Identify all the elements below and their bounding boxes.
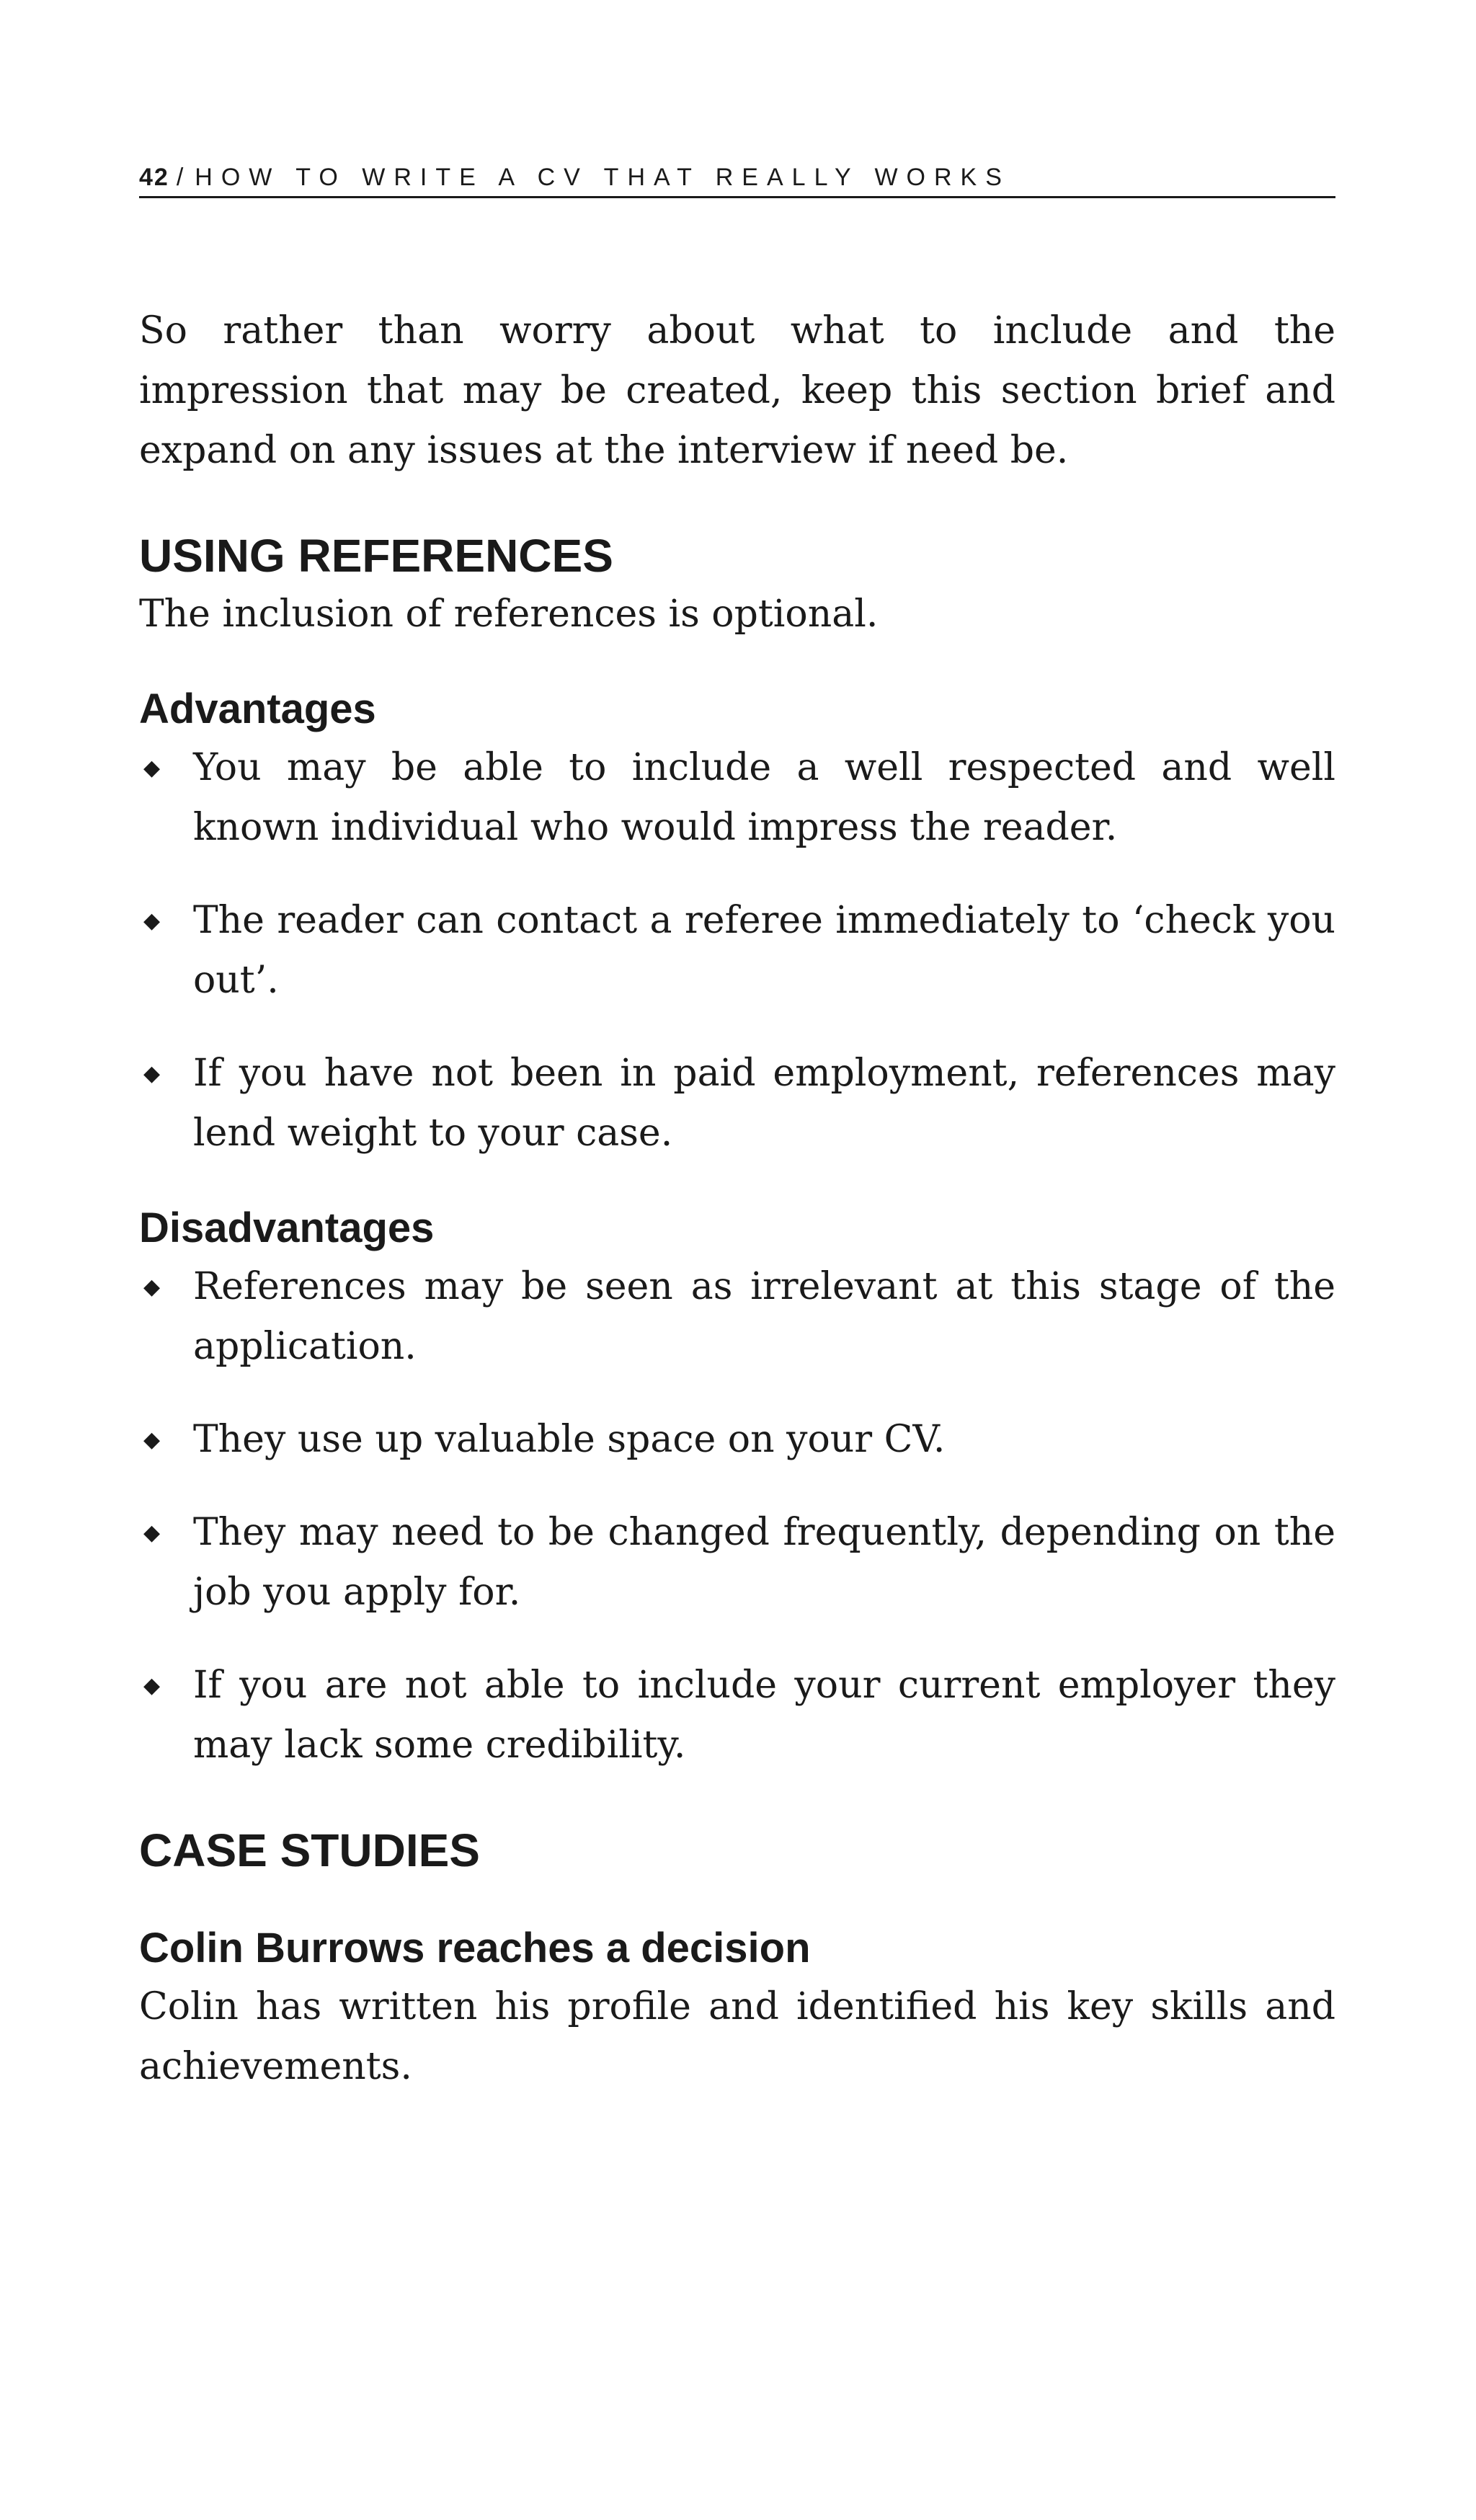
diamond-bullet-icon: ◆	[143, 755, 161, 781]
book-title: HOW TO WRITE A CV THAT REALLY WORKS	[195, 164, 1010, 191]
list-item-text: They may need to be changed frequently, depending on the job you apply for.	[193, 1511, 1335, 1614]
list-item	[139, 1257, 1335, 1377]
diamond-bullet-icon: ◆	[143, 908, 161, 933]
running-header	[139, 160, 1335, 198]
list-item	[139, 1410, 1335, 1470]
list-item-text: The reader can contact a referee immediately to ‘check you out’.	[193, 899, 1335, 1002]
advantages-list	[139, 738, 1335, 1163]
list-item	[139, 738, 1335, 858]
list-item-text: References may be seen as irrelevant at this stage of the application.	[193, 1265, 1335, 1368]
disadvantages-list	[139, 1257, 1335, 1775]
diamond-bullet-icon: ◆	[143, 1520, 161, 1545]
diamond-bullet-icon: ◆	[143, 1427, 161, 1452]
list-item	[139, 1503, 1335, 1623]
references-intro: The inclusion of references is optional.	[139, 593, 879, 636]
list-item	[139, 1044, 1335, 1163]
header-separator: /	[176, 164, 192, 191]
page-body	[139, 301, 1335, 2097]
case-study-paragraph: Colin has written his profile and identified his key skills and achievements.	[139, 1985, 1335, 2088]
list-item-text: You may be able to include a well respected and well known individual who would impress the reader.	[193, 746, 1335, 849]
list-item-text: They use up valuable space on your CV.	[193, 1418, 946, 1461]
subheading-advantages: Advantages	[139, 686, 376, 732]
list-item	[139, 1656, 1335, 1775]
section-heading-using-references: USING REFERENCES	[139, 530, 613, 582]
subheading-disadvantages: Disadvantages	[139, 1204, 435, 1251]
diamond-bullet-icon: ◆	[143, 1673, 161, 1698]
list-item-text: If you have not been in paid employment, references may lend weight to your case.	[193, 1052, 1335, 1155]
intro-paragraph: So rather than worry about what to include and the impression that may be created, keep this section brief and expand on any issues at the interview if need be.	[139, 309, 1335, 472]
diamond-bullet-icon: ◆	[143, 1061, 161, 1086]
list-item	[139, 891, 1335, 1011]
section-heading-case-studies: CASE STUDIES	[139, 1824, 480, 1876]
diamond-bullet-icon: ◆	[143, 1274, 161, 1300]
page-number: 42	[139, 164, 169, 191]
case-study-title: Colin Burrows reaches a decision	[139, 1925, 811, 1971]
list-item-text: If you are not able to include your current employer they may lack some credibility.	[193, 1664, 1335, 1767]
